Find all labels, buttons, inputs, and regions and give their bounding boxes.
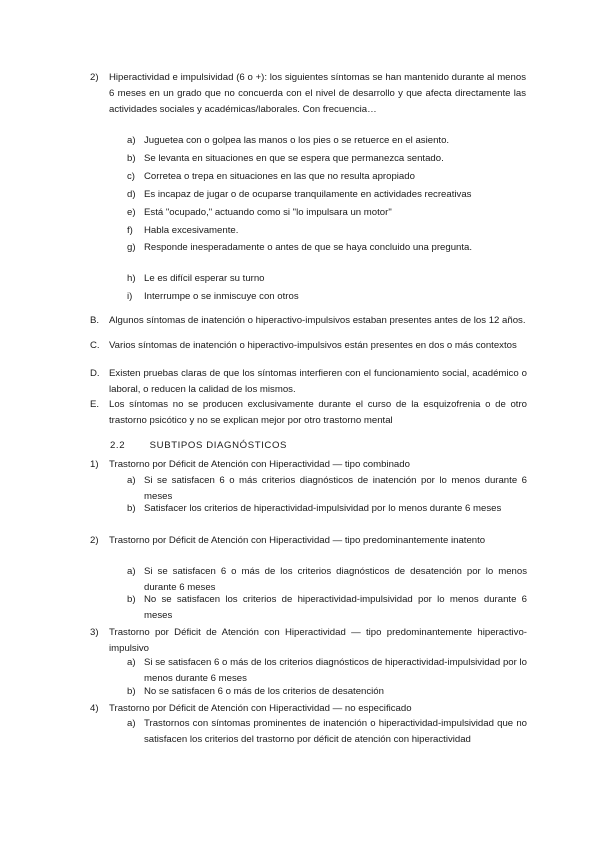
subtype-2: 2) Trastorno por Déficit de Atención con Hiperactividad — tipo predominantemente inatento xyxy=(90,535,486,546)
criterion-d: D. Existen pruebas claras de que los síntomas interfieren con el funcionamiento social, académico o laboral, o reducen la calidad de los mismos. xyxy=(90,368,527,395)
sub-item-c: c) Corretea o trepa en situaciones en las que no resulta apropiado xyxy=(127,171,415,182)
section-number: 2.2 xyxy=(110,440,126,451)
subtype-2-a: a) Si se satisfacen 6 o más de los criterios diagnósticos de desatención por lo menos durante 6 meses xyxy=(127,566,527,593)
subtype-1: 1) Trastorno por Déficit de Atención con Hiperactividad — tipo combinado xyxy=(90,459,410,470)
sub-item-b: b) Se levanta en situaciones en que se espera que permanezca sentado. xyxy=(127,153,444,164)
section-heading xyxy=(110,438,287,454)
subtype-2-b: b) No se satisfacen los criterios de hiperactividad-impulsividad por lo menos durante 6 meses xyxy=(127,594,527,621)
criterion-b: B. Algunos síntomas de inatención o hiperactivo-impulsivos estaban presentes antes de los 12 años. xyxy=(90,315,526,326)
subtype-3-a: a) Si se satisfacen 6 o más de los criterios diagnósticos de hiperactividad-impulsividad por lo menos durante 6 meses xyxy=(127,657,527,684)
sub-item-i: i) Interrumpe o se inmiscuye con otros xyxy=(127,291,299,302)
item-text: Hiperactividad e impulsividad (6 o +): los siguientes síntomas se han mantenido durante al menos 6 meses en un grado que no concuerda con el nivel de desarrollo y que afecta directamente las actividades sociales y académicas/laborales. Con frecuencia… xyxy=(109,72,526,115)
sub-item-a: a) Juguetea con o golpea las manos o los pies o se retuerce en el asiento. xyxy=(127,135,450,146)
criterion-item-2 xyxy=(90,70,526,118)
criterion-c: C. Varios síntomas de inatención o hiperactivo-impulsivos están presentes en dos o más contextos xyxy=(90,340,517,351)
item-number: 2) xyxy=(90,72,99,83)
subtype-3-b: b) No se satisfacen 6 o más de los criterios de desatención xyxy=(127,686,384,697)
subtype-4-a: a) Trastornos con síntomas prominentes de inatención o hiperactividad-impulsividad que no satisfacen los criterios del trastorno por déficit de atención con hiperactividad xyxy=(127,718,527,745)
sub-item-f: f) Habla excesivamente. xyxy=(127,225,239,236)
subtype-1-b: b) Satisfacer los criterios de hiperactividad-impulsividad por lo menos durante 6 meses xyxy=(127,503,502,514)
sub-item-g: g) Responde inesperadamente o antes de que se haya concluido una pregunta. xyxy=(127,242,473,253)
sub-item-h: h) Le es difícil esperar su turno xyxy=(127,273,265,284)
subtype-4: 4) Trastorno por Déficit de Atención con Hiperactividad — no especificado xyxy=(90,703,412,714)
sub-item-d: d) Es incapaz de jugar o de ocuparse tranquilamente en actividades recreativas xyxy=(127,189,472,200)
criterion-e: E. Los síntomas no se producen exclusivamente durante el curso de la esquizofrenia o de otro trastorno psicótico y no se explican mejor por otro trastorno mental xyxy=(90,399,527,426)
section-title: SUBTIPOS DIAGNÓSTICOS xyxy=(149,440,288,451)
sub-item-e: e) Está "ocupado," actuando como si "lo impulsara un motor" xyxy=(127,207,392,218)
subtype-3: 3) Trastorno por Déficit de Atención con Hiperactividad — tipo predominantemente hiperactivo-impulsivo xyxy=(90,627,527,654)
subtype-1-a: a) Si se satisfacen 6 o más criterios diagnósticos de inatención por lo menos durante 6 meses xyxy=(127,475,527,502)
